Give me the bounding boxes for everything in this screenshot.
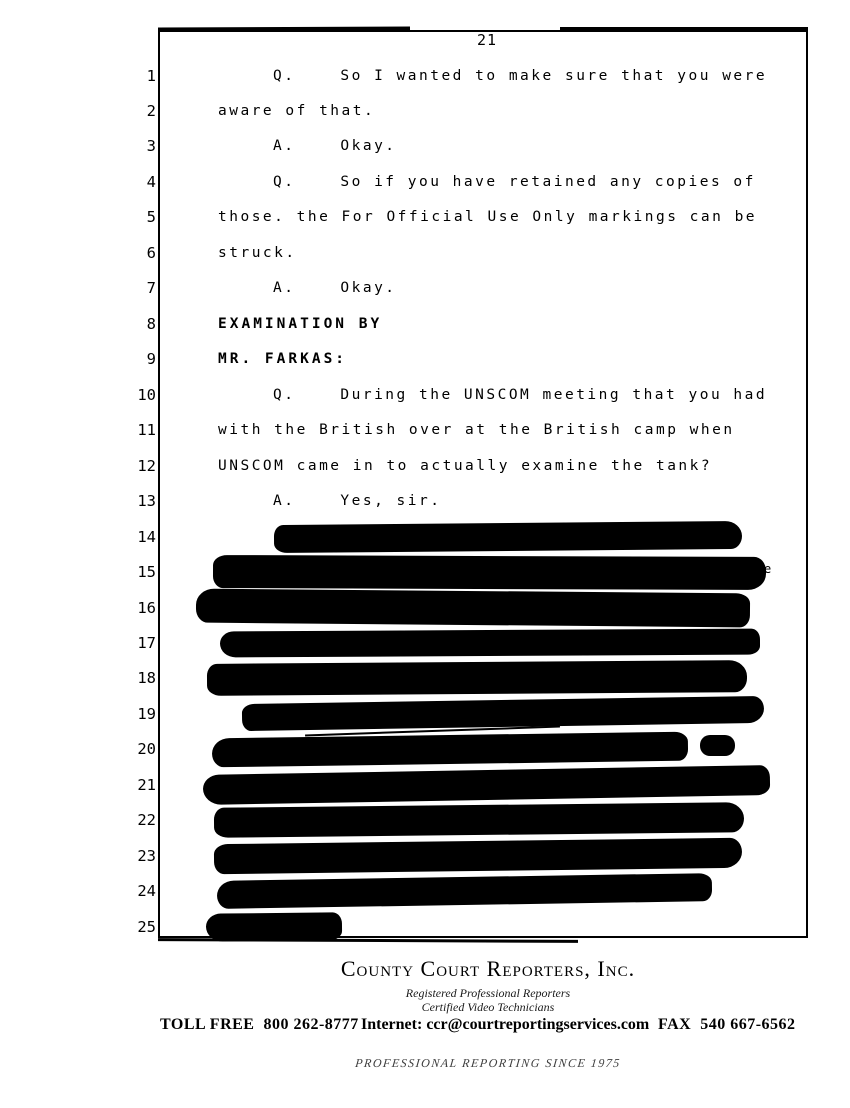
redaction-bar (207, 661, 747, 697)
scan-artifact (560, 27, 808, 30)
redaction-blob (700, 735, 735, 756)
reporter-company-name: County Court Reporters, Inc. (340, 956, 636, 981)
line-number: 18 (137, 669, 156, 688)
line-number: 20 (137, 740, 156, 759)
transcript-line: EXAMINATION BY (218, 315, 383, 332)
line-number: 1 (146, 66, 156, 85)
line-number: 17 (137, 634, 156, 653)
transcript-line: A. Okay. (273, 138, 397, 155)
redaction-bar (213, 555, 766, 590)
transcript-line: A. Yes, sir. (273, 493, 442, 510)
transcript-line: A. Okay. (273, 280, 397, 297)
transcript-line: aware of that. (218, 102, 376, 119)
transcript-line: with the British over at the British camp when (218, 422, 735, 439)
line-number: 15 (137, 563, 156, 582)
transcript-line: Q. During the UNSCOM meeting that you had (273, 386, 768, 403)
line-number: 5 (146, 208, 156, 227)
line-number: 16 (137, 598, 156, 617)
line-number: 25 (137, 917, 156, 936)
stray-character: e (764, 562, 772, 577)
reporter-tagline-registered: Registered Professional Reporters (405, 986, 571, 1000)
line-number: 8 (146, 314, 156, 333)
fax-number: FAX 540 667-6562 (658, 1016, 796, 1033)
line-number: 9 (146, 350, 156, 369)
line-number: 7 (146, 279, 156, 298)
transcript-line: UNSCOM came in to actually examine the tank? (218, 457, 713, 474)
line-number: 4 (146, 172, 156, 191)
redaction-bar (220, 629, 760, 658)
line-number: 23 (137, 846, 156, 865)
redaction-bar (206, 912, 342, 941)
toll-free-number: TOLL FREE 800 262-8777 (160, 1016, 359, 1033)
transcript-line: MR. FARKAS: (218, 351, 348, 368)
line-number: 22 (137, 811, 156, 830)
line-number: 2 (146, 101, 156, 120)
internet-email: Internet: ccr@courtreportingservices.com (361, 1016, 650, 1033)
transcript-line: Q. So if you have retained any copies of (273, 173, 756, 190)
line-number: 14 (137, 527, 156, 546)
redaction-bar (274, 521, 742, 553)
transcript-line: Q. So I wanted to make sure that you were (273, 67, 768, 84)
redaction-bar (196, 588, 750, 627)
reporter-motto: PROFESSIONAL REPORTING SINCE 1975 (354, 1056, 622, 1070)
line-number: 12 (137, 456, 156, 475)
line-number: 3 (146, 137, 156, 156)
transcript-line: struck. (218, 244, 297, 261)
transcript-line: those. the For Official Use Only markings can be (218, 209, 758, 226)
line-number: 19 (137, 704, 156, 723)
line-number: 6 (146, 243, 156, 262)
line-number: 21 (137, 775, 156, 794)
reporter-tagline-certified: Certified Video Technicians (421, 1000, 555, 1014)
line-number: 13 (137, 492, 156, 511)
line-number: 11 (137, 421, 156, 440)
page-number: 21 (476, 31, 498, 49)
line-number: 24 (137, 882, 156, 901)
redaction-bar (214, 803, 744, 839)
redaction-bar (214, 838, 742, 874)
line-number: 10 (137, 385, 156, 404)
